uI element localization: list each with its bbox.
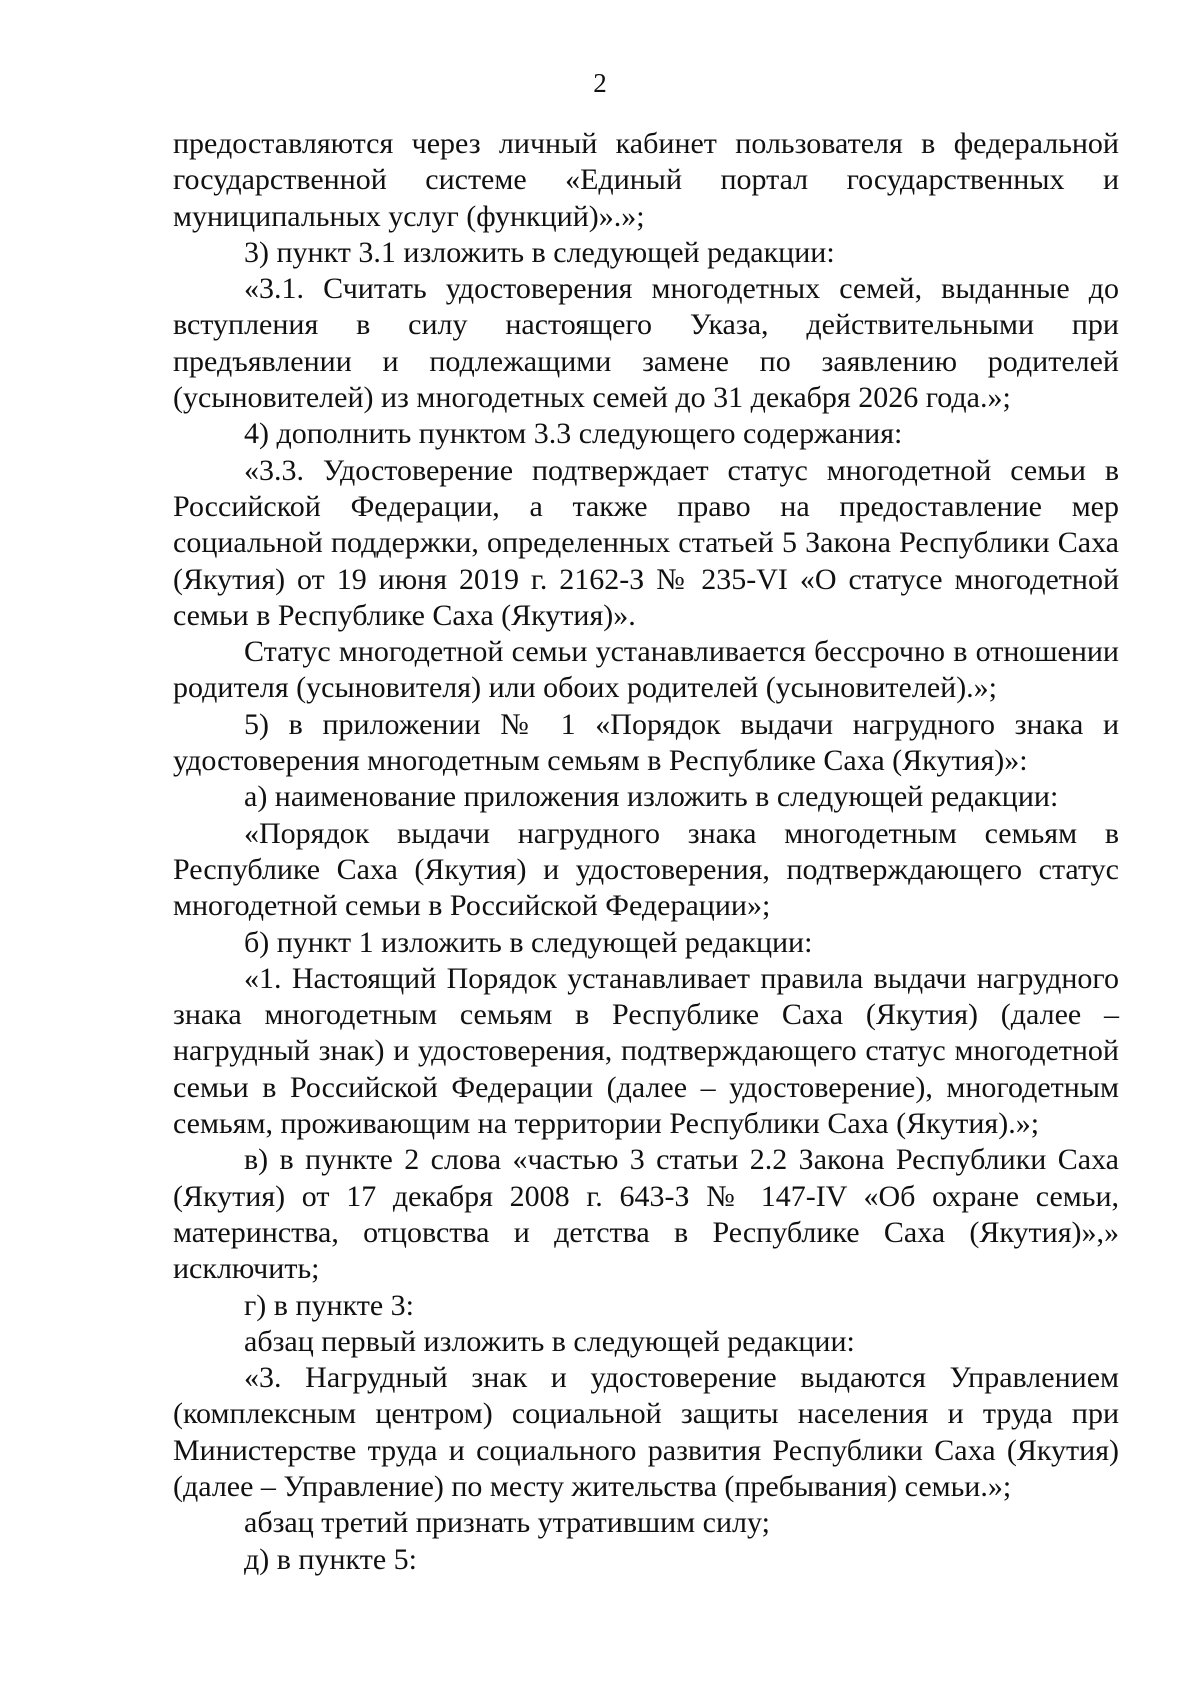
paragraph: предоставляются через личный кабинет пользователя в федеральной государственной системе «Единый портал государственных и муниципальных услуг (функций)».»; [173,127,1119,233]
paragraph: г) в пункте 3: [244,1288,415,1322]
paragraph: б) пункт 1 изложить в следующей редакции: [244,925,813,959]
paragraph: абзац первый изложить в следующей редакции: [244,1324,855,1358]
paragraph: Статус многодетной семьи устанавливается бессрочно в отношении родителя (усыновителя) или обоих родителей (усыновителей).»; [173,635,1119,705]
paragraph: д) в пункте 5: [244,1542,417,1576]
paragraph: «1. Настоящий Порядок устанавливает правила выдачи нагрудного знака многодетным семьям в Республике Саха (Якутия) (далее – нагрудный знак) и удостоверения, подтверждающего статус многодетной семьи в Российской Федерации (далее – удостоверение), многодетным семьям, проживающим на территории Республики Саха (Якутия).»; [173,961,1119,1141]
paragraph: «3. Нагрудный знак и удостоверение выдаются Управлением (комплексным центром) социальной защиты населения и труда при Министерстве труда и социального развития Республики Саха (Якутия) (далее – Управление) по месту жительства (пребывания) семьи.»; [173,1361,1119,1503]
paragraph: «3.3. Удостоверение подтверждает статус многодетной семьи в Российской Федерации, а также право на предоставление мер социальной поддержки, определенных статьей 5 Закона Республики Саха (Якутия) от 19 июня 2019 г. 2162-З № 235-VI «О статусе многодетной семьи в Республике Саха (Якутия)». [173,453,1119,632]
paragraph: «3.1. Считать удостоверения многодетных семей, выданные до вступления в силу настоящего Указа, действительными при предъявлении и подлежащими замене по заявлению родителей (усыновителей) из многодетных семей до 31 декабря 2026 года.»; [173,272,1119,415]
paragraph: в) в пункте 2 слова «частью 3 статьи 2.2 Закона Республики Саха (Якутия) от 17 декабря 2008 г. 643-З № 147-IV «Об охране семьи, материнства, отцовства и детства в Республике Саха (Якутия)»,» исключить; [173,1143,1119,1286]
paragraph: 4) дополнить пунктом 3.3 следующего содержания: [244,417,903,451]
paragraph: «Порядок выдачи нагрудного знака многодетным семьям в Республике Саха (Якутия) и удостоверения, подтверждающего статус многодетной семьи в Российской Федерации»; [173,816,1119,923]
paragraph: а) наименование приложения изложить в следующей редакции: [244,780,1059,814]
document-body [173,126,1119,1578]
page-number: 2 [593,68,607,98]
paragraph: абзац третий признать утратившим силу; [244,1506,770,1540]
paragraph: 5) в приложении № 1 «Порядок выдачи нагрудного знака и удостоверения многодетным семьям в Республике Саха (Якутия)»: [173,707,1119,778]
paragraph: 3) пункт 3.1 изложить в следующей редакции: [244,235,835,269]
